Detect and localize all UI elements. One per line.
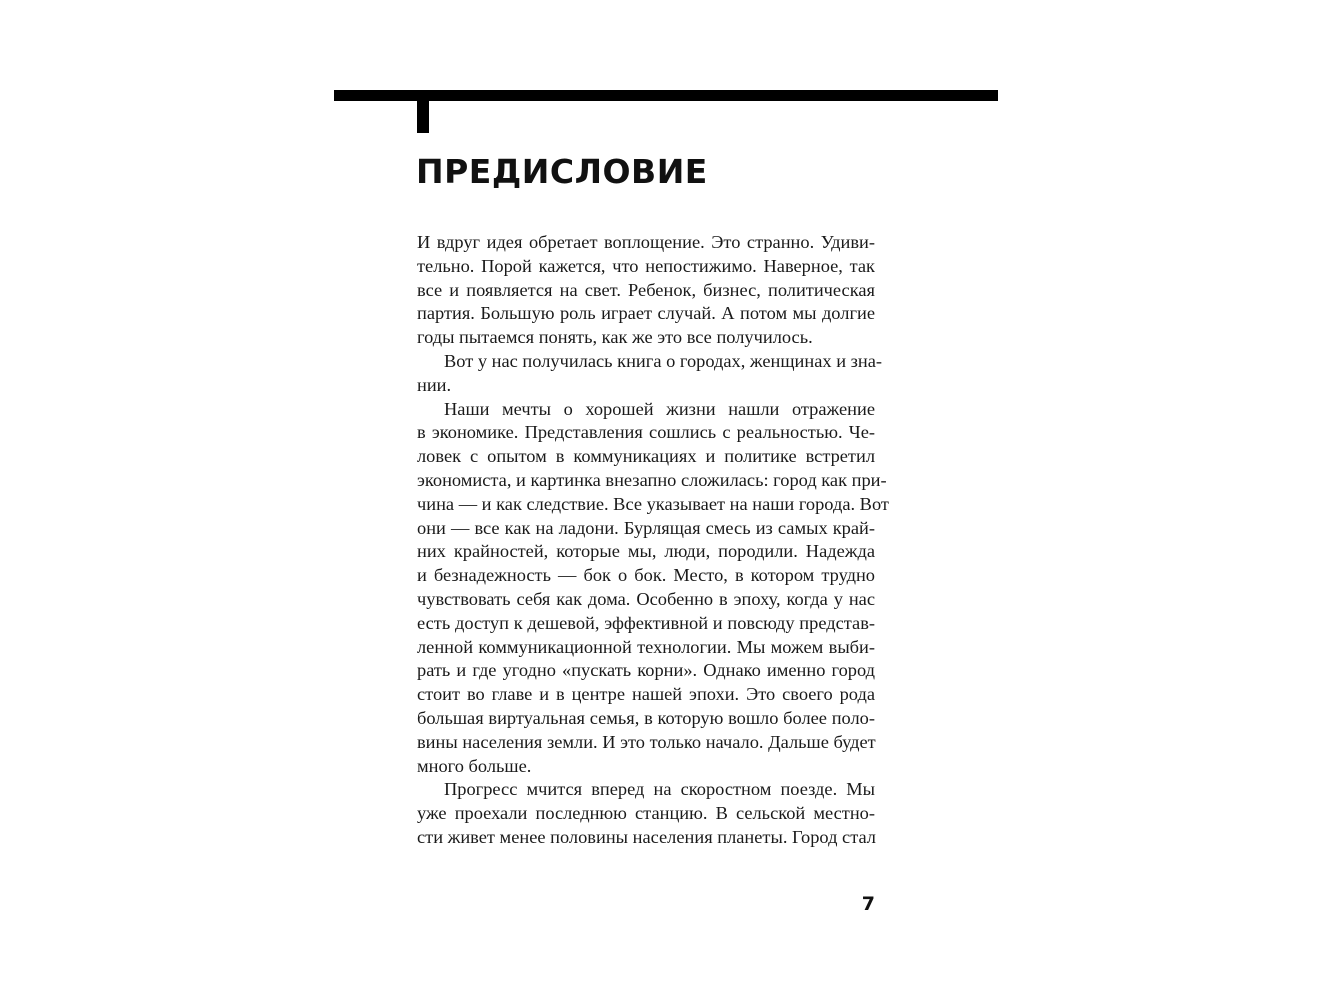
chapter-top-rule [334,90,998,101]
body-text [417,231,889,850]
text-line: ловек с опытом в коммуникациях и политике встретил [417,446,875,467]
text-line: стоит во главе и в центре нашей эпохи. Это своего рода [417,684,875,705]
text-line: них крайностей, которые мы, люди, породили. Надежда [417,541,875,562]
text-line: есть доступ к дешевой, эффективной и повсюду представ- [417,612,875,633]
text-line: годы пытаемся понять, как же это все получилось. [417,327,813,348]
text-line: партия. Большую роль играет случай. А потом мы долгие [417,303,875,324]
text-line: ленной коммуникационной технологии. Мы можем выби- [417,636,875,657]
text-line: рать и где угодно «пускать корни». Однако именно город [417,660,875,681]
text-line: Наши мечты о хорошей жизни нашли отражение [444,398,875,419]
text-line: в экономике. Представления сошлись с реальностью. Че- [417,422,875,443]
text-line: И вдруг идея обретает воплощение. Это странно. Удиви- [417,232,875,252]
text-line: и безнадежность — бок о бок. Место, в котором трудно [417,565,875,586]
text-line: все и появляется на свет. Ребенок, бизнес, политическая [417,279,875,300]
text-line: экономиста, и картинка внезапно сложилась: город как при- [417,469,887,490]
page-number: 7 [861,893,875,915]
text-line: чувствовать себя как дома. Особенно в эпоху, когда у нас [417,588,875,609]
chapter-rule-tab [417,100,429,133]
text-line: много больше. [417,755,532,776]
text-line: чина — и как следствие. Все указывает на наши города. Вот [417,493,889,514]
text-line: они — все как на ладони. Бурлящая смесь из самых край- [417,517,875,538]
chapter-title: ПРЕДИСЛОВИЕ [416,152,708,191]
text-line: Прогресс мчится вперед на скоростном поезде. Мы [444,779,875,800]
text-line: тельно. Порой кажется, что непостижимо. Наверное, так [417,255,875,276]
text-line: Вот у нас получилась книга о городах, женщинах и зна- [444,350,883,371]
text-line: сти живет менее половины населения планеты. Город стал [417,826,876,847]
text-line: вины населения земли. И это только начало. Дальше будет [417,731,876,752]
text-line: уже проехали последнюю станцию. В сельской местно- [417,803,875,824]
text-line: нии. [417,374,452,395]
text-line: большая виртуальная семья, в которую вошло более поло- [417,707,875,728]
